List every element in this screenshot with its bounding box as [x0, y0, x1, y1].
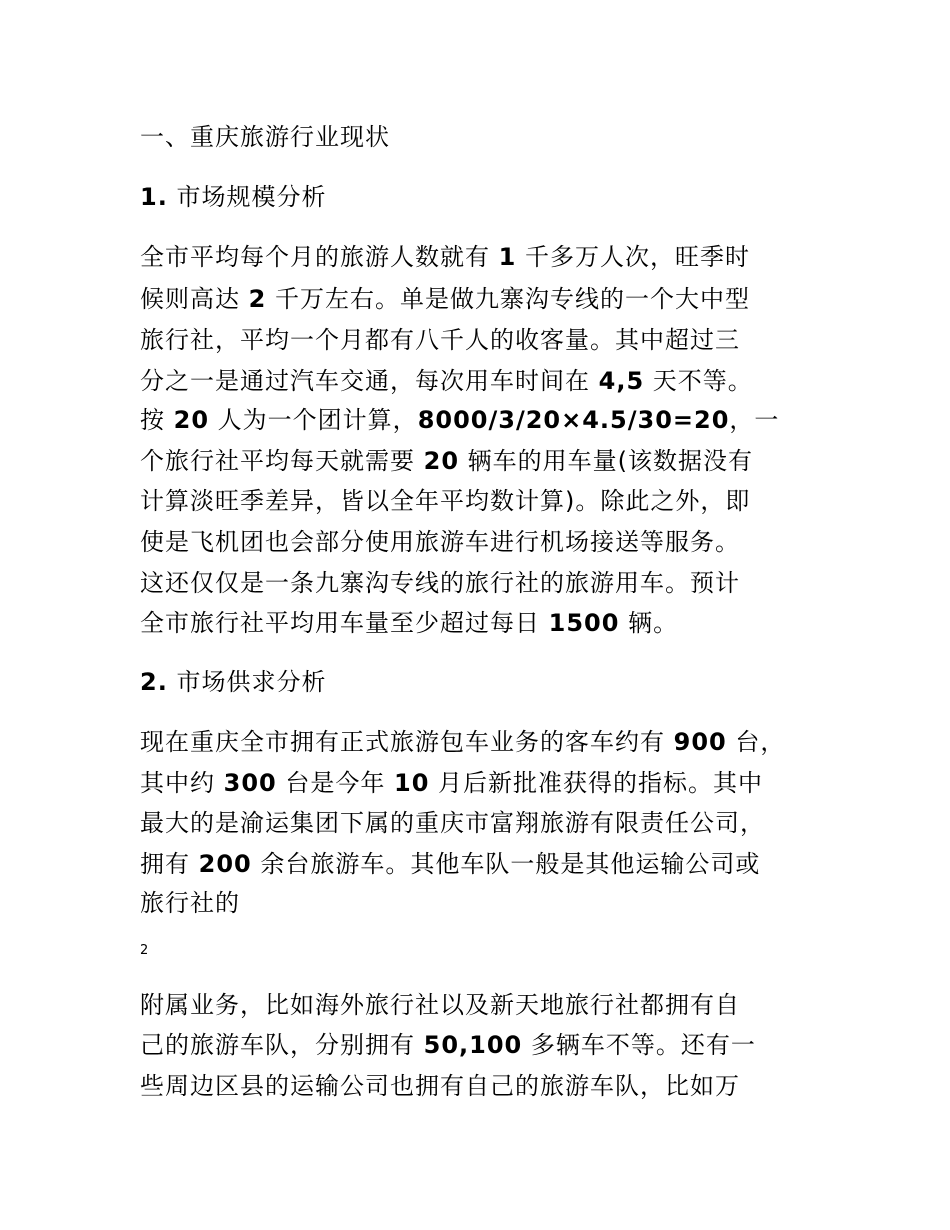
- paragraph-line: 拥有 200 余台旅游车。其他车队一般是其他运输公司或: [140, 850, 761, 878]
- paragraph-line: 附属业务，比如海外旅行社以及新天地旅行社都拥有自: [140, 991, 740, 1019]
- paragraph-line: 现在重庆全市拥有正式旅游包车业务的客车约有 900 台，: [140, 728, 786, 756]
- paragraph-line: 按 20 人为一个团计算，8000/3/20×4.5/30=20，一: [140, 406, 780, 434]
- paragraph-line: 分之一是通过汽车交通，每次用车时间在 4,5 天不等。: [140, 367, 753, 395]
- paragraph-line: 旅行社的: [140, 889, 240, 917]
- paragraph-line: 全市旅行社平均用车量至少超过每日 1500 辆。: [140, 609, 679, 637]
- paragraph-line: 其中约 300 台是今年 10 月后新批准获得的指标。其中: [140, 769, 764, 797]
- heading: 一、重庆旅游行业现状: [140, 123, 390, 151]
- paragraph-line: 全市平均每个月的旅游人数就有 1 千多万人次，旺季时: [140, 243, 750, 271]
- section-2-title: 2. 市场供求分析: [140, 668, 327, 696]
- paragraph-line: 旅行社，平均一个月都有八千人的收客量。其中超过三: [140, 326, 740, 354]
- paragraph-line: 计算淡旺季差异，皆以全年平均数计算)。除此之外，即: [140, 487, 751, 515]
- page-number: 2: [140, 943, 149, 958]
- paragraph-line: 使是飞机团也会部分使用旅游车进行机场接送等服务。: [140, 528, 740, 556]
- paragraph-line: 这还仅仅是一条九寨沟专线的旅行社的旅游用车。预计: [140, 569, 740, 597]
- paragraph-line: 最大的是渝运集团下属的重庆市富翔旅游有限责任公司，: [140, 809, 765, 837]
- paragraph-line: 个旅行社平均每天就需要 20 辆车的用车量(该数据没有: [140, 447, 754, 475]
- section-1-title: 1. 市场规模分析: [140, 183, 327, 211]
- paragraph-line: 些周边区县的运输公司也拥有自己的旅游车队，比如万: [140, 1072, 740, 1100]
- paragraph-line: 己的旅游车队，分别拥有 50,100 多辆车不等。还有一: [140, 1031, 756, 1059]
- paragraph-line: 候则高达 2 千万左右。单是做九寨沟专线的一个大中型: [140, 285, 750, 313]
